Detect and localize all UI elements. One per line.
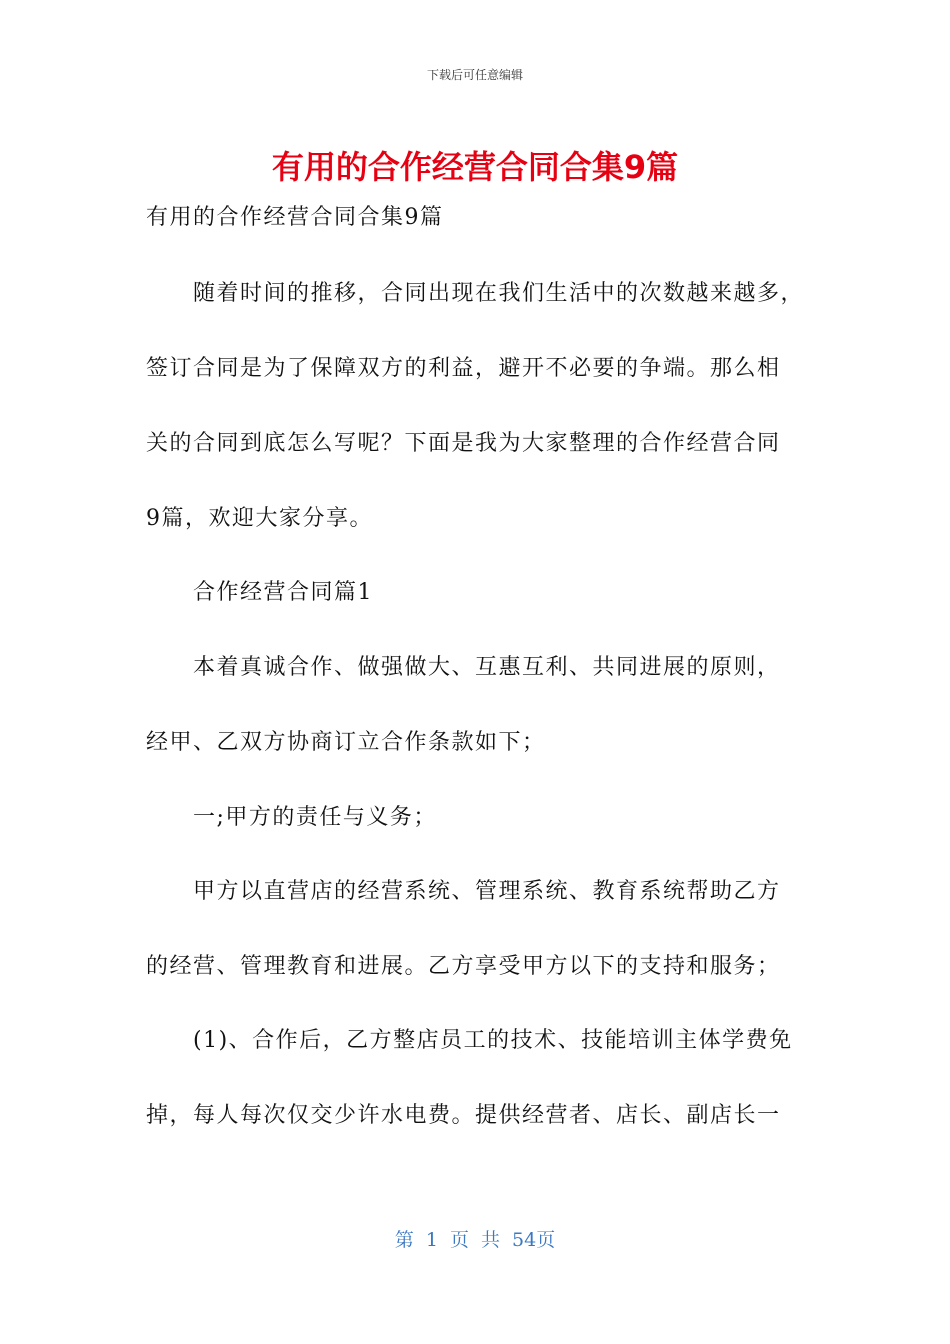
section-heading: 合作经营合同篇1: [193, 580, 373, 605]
body-line: 一;甲方的责任与义务；: [193, 805, 437, 830]
body-line: 本着真诚合作、做强做大、互惠互利、共同进展的原则，: [193, 655, 781, 680]
page-footer: 第 1 页 共 54页: [394, 1229, 556, 1251]
body-line: 的经营、管理教育和进展。乙方享受甲方以下的支持和服务；: [146, 954, 781, 979]
subtitle-line: 有用的合作经营合同合集9篇: [146, 205, 444, 230]
header-note: 下载后可任意编辑: [426, 68, 523, 82]
body-line: 9篇，欢迎大家分享。: [146, 506, 373, 531]
body-line: 关的合同到底怎么写呢？下面是我为大家整理的合作经营合同: [146, 431, 781, 456]
body-line: 掉，每人每次仅交少许水电费。提供经营者、店长、副店长一: [146, 1103, 781, 1128]
body-line: 签订合同是为了保障双方的利益，避开不必要的争端。那么相: [146, 356, 781, 381]
body-line: 随着时间的推移，合同出现在我们生活中的次数越来越多，: [193, 281, 805, 306]
document-title: 有用的合作经营合同合集9篇: [271, 148, 679, 186]
body-line: 甲方以直营店的经营系统、管理系统、教育系统帮助乙方: [193, 879, 781, 904]
body-line: (1)、合作后，乙方整店员工的技术、技能培训主体学费免: [193, 1028, 793, 1053]
body-line: 经甲、乙双方协商订立合作条款如下；: [146, 730, 546, 755]
